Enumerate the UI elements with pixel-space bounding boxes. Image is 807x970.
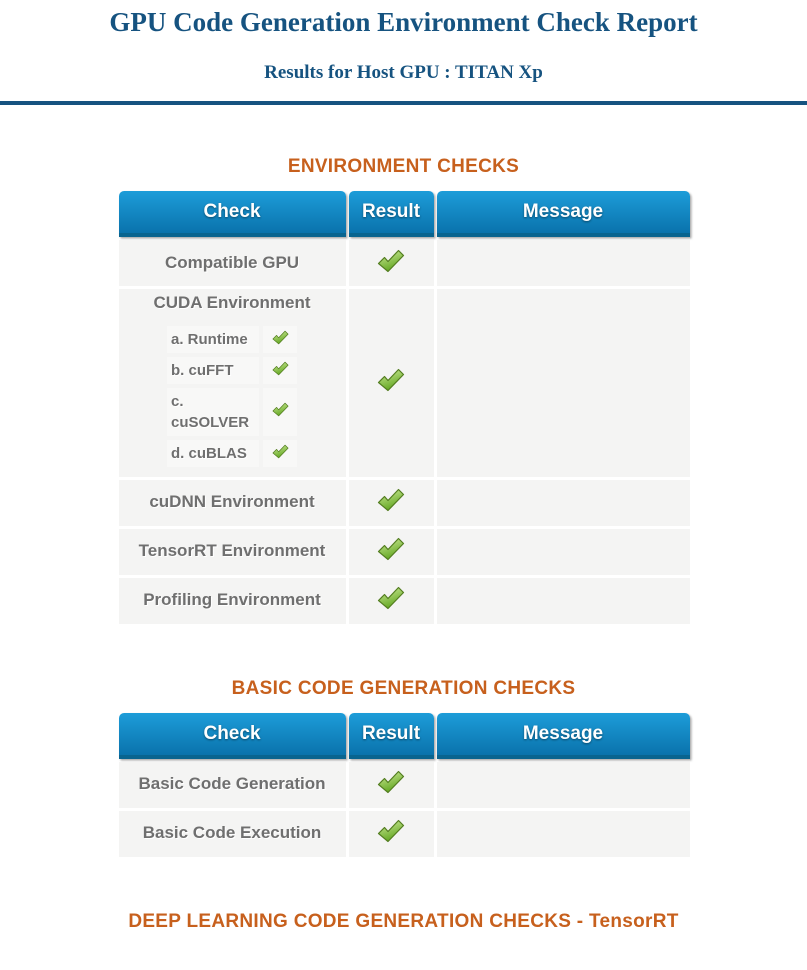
result-cell [349, 762, 434, 808]
check-table [116, 188, 693, 626]
subcheck-result-cell [263, 388, 297, 436]
report-section [116, 912, 692, 933]
report-section [116, 157, 692, 626]
message-cell [437, 289, 690, 476]
result-cell [349, 240, 434, 286]
check-label: Compatible GPU [164, 253, 300, 273]
header-divider [0, 101, 807, 105]
green-check-icon [377, 537, 405, 561]
subcheck-row [167, 388, 297, 436]
result-cell [349, 578, 434, 624]
result-cell [349, 480, 434, 526]
message-cell [437, 480, 690, 526]
result-cell [349, 529, 434, 575]
column-header-check: Check [119, 191, 346, 237]
table-header-row [119, 713, 690, 759]
check-cell [119, 289, 346, 476]
message-cell [437, 529, 690, 575]
green-check-icon [377, 586, 405, 610]
section-heading: BASIC CODE GENERATION CHECKS [231, 677, 576, 699]
green-check-icon [377, 368, 405, 392]
result-cell [349, 289, 434, 476]
subcheck-row [167, 357, 297, 384]
table-row [119, 578, 690, 624]
table-row [119, 811, 690, 857]
green-check-icon [272, 330, 289, 345]
check-table [116, 710, 693, 860]
message-cell [437, 762, 690, 808]
subcheck-label: d. cuBLAS [167, 440, 259, 467]
subcheck-result-cell [263, 326, 297, 353]
check-label: CUDA Environment [153, 293, 311, 313]
check-cell [119, 762, 346, 808]
column-header-message: Message [437, 713, 690, 759]
message-cell [437, 811, 690, 857]
table-row [119, 480, 690, 526]
check-label: TensorRT Environment [138, 541, 326, 561]
message-cell [437, 240, 690, 286]
green-check-icon [377, 249, 405, 273]
check-cell [119, 480, 346, 526]
message-cell [437, 578, 690, 624]
section-heading: ENVIRONMENT CHECKS [287, 156, 520, 178]
subcheck-result-cell [263, 357, 297, 384]
table-row [119, 762, 690, 808]
section-heading: DEEP LEARNING CODE GENERATION CHECKS - TensorRT [128, 910, 679, 932]
subcheck-row [167, 440, 297, 467]
subcheck-table [163, 322, 301, 471]
column-header-result: Result [349, 191, 434, 237]
subcheck-label: c. cuSOLVER [167, 388, 259, 436]
check-label: Basic Code Execution [142, 823, 322, 843]
table-row [119, 289, 690, 476]
green-check-icon [272, 402, 289, 417]
report-body [116, 157, 692, 932]
green-check-icon [272, 444, 289, 459]
check-cell [119, 240, 346, 286]
green-check-icon [377, 770, 405, 794]
subcheck-row [167, 326, 297, 353]
green-check-icon [377, 488, 405, 512]
table-header-row [119, 191, 690, 237]
green-check-icon [272, 361, 289, 376]
result-cell [349, 811, 434, 857]
table-row [119, 529, 690, 575]
report-header [0, 6, 807, 84]
table-row [119, 240, 690, 286]
check-cell [119, 811, 346, 857]
subcheck-label: a. Runtime [167, 326, 259, 353]
check-cell [119, 529, 346, 575]
page-subtitle: Results for Host GPU : TITAN Xp [264, 62, 543, 84]
check-label: cuDNN Environment [149, 492, 315, 512]
page-title: GPU Code Generation Environment Check Report [109, 7, 698, 37]
subcheck-result-cell [263, 440, 297, 467]
column-header-result: Result [349, 713, 434, 759]
check-label: Profiling Environment [143, 590, 321, 610]
green-check-icon [377, 819, 405, 843]
report-section [116, 679, 692, 860]
column-header-check: Check [119, 713, 346, 759]
column-header-message: Message [437, 191, 690, 237]
check-label: Basic Code Generation [138, 774, 326, 794]
check-cell [119, 578, 346, 624]
subcheck-label: b. cuFFT [167, 357, 259, 384]
